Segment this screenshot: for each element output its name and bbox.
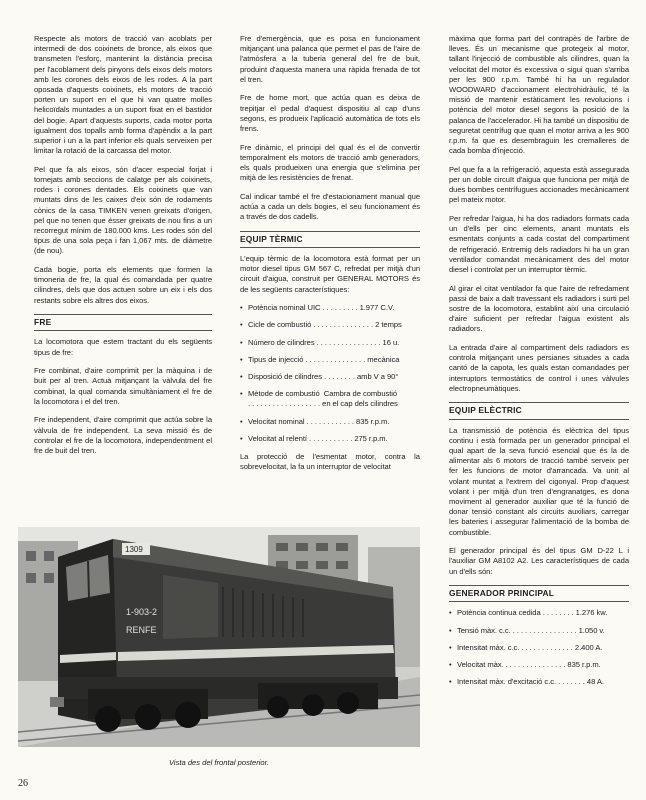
locomotive-illustration bbox=[18, 527, 420, 747]
paragraph: Per refredar l'aigua, hi ha dos radiadors formats cada un d'ells per cinc elements, anant muntats els esmentats conjunts a cada costat del compartiment de refrigeració. Entremig dels radiadors hi ha un gran ventilador comandat mecànicament des del motor diesel i controlat per un interruptor tèrmic. bbox=[449, 214, 629, 275]
paragraph: Fre dinàmic, el principi del qual és el de convertir temporalment els motors de tracció amb generadors, els quals produeixen una energia que s'elimina per mitjà de les resistències de frenat. bbox=[240, 142, 420, 183]
column-3 bbox=[449, 34, 629, 696]
column-2 bbox=[240, 34, 420, 481]
section-heading-equip-electric: EQUIP ELÈCTRIC bbox=[449, 402, 629, 419]
spec-item: • Potència continua cedida . . . . . . . . 1.276 kw. bbox=[449, 608, 629, 618]
column-1 bbox=[34, 34, 212, 465]
paragraph: Al girar el citat ventilador fa que l'aire de refredament passi de baix a dalt travessant els radiadors i surti pel sostre de la locomotora, establint així una circulació d'aire suficient per refredar l'aigua existent als radiadors. bbox=[449, 283, 629, 334]
paragraph: Respecte als motors de tracció van acoblats per intermedi de dos coixinets de bronce, als eixos que transmeten l'esforç, mantenint la distància precisa per l'acoblament dels pinyons dels eixos dels motors amb les corones dels eixos de les rodes. A la part oposada d'aquests coixinets, els motors de tracció porten un suport en el que hi van quatre molles helicoïdals muntades a un suport fixat en el bastidor del bogie. Apart d'aquests suports, cada motor porta igualment dos topalls amb forma d'apèndix a la part superior i un a la part inferior els quals serveixen per limitar la rotació de la carcassa del motor. bbox=[34, 34, 212, 156]
paragraph: La protecció de l'esmentat motor, contra la sobrevelocitat, la fa un interruptor de velocitat bbox=[240, 452, 420, 472]
paragraph: Cada bogie, porta els elements que formen la timoneria de fre, la qual és comandada per quatre cilindres, dels que dos actuen sobre un eix i els dos restants sobre els altres dos eixos. bbox=[34, 265, 212, 305]
spec-item: • Tipus de injecció . . . . . . . . . . . . . . . mecànica bbox=[240, 355, 420, 365]
spec-item: • Disposició de cilindres . . . . . . . . amb V a 90° bbox=[240, 372, 420, 382]
spec-item: • Número de cilindres . . . . . . . . . . . . . . . . 16 u. bbox=[240, 338, 420, 348]
spec-item: • Velocitat màx. . . . . . . . . . . . . . . . 835 r.p.m. bbox=[449, 660, 629, 670]
paragraph: La entrada d'aire al compartiment dels radiadors es controla mitjançant unes persianes situades a cada cantó de la capota, les quals estan comandades per interruptors termostàtics de control i unes vàlvules electropneumàtiques. bbox=[449, 343, 629, 393]
spec-item: • Intensitat màx. d'excitació c.c. . . . . . . . 48 A. bbox=[449, 677, 629, 687]
paragraph: Fre independent, d'aire comprimit que actúa sobre la vàlvula de fre independent. La seva missió és de controlar el fre de la locomotora, independentment el fre de buit del tren. bbox=[34, 415, 212, 456]
photo-caption: Vista des del frontal posterior. bbox=[168, 758, 270, 767]
paragraph: Pel que fa als eixos, són d'acer especial forjat i tornejats amb seccions de calatge per als coixinets, rodes i corones dentades. Els coixinets que van muntats dins de les caixes d'eix són de rodaments cònics de la casa TIMKEN venen greixats d'origen, pel que no tenen que ésser greixats de nou fins a un recorregut mínim de 180.000 kms. Les rodes són del tipus de una sola peça i fan 1,067 mts. de diàmetre (de nou). bbox=[34, 164, 212, 256]
paragraph: Fre de home mort, que actúa quan es deixa de trepitjar el pedal d'aquest dispositiu al cap d'uns segons, es produeix l'aplicació automàtica de tots els frens. bbox=[240, 93, 420, 134]
locomotive-photo bbox=[18, 527, 420, 747]
spec-item: • Tensió màx. c.c. . . . . . . . . . . . . . . . . 1.050 v. bbox=[449, 626, 629, 636]
paragraph: màxima que forma part del contrapès de l'arbre de lleves. És un mecanisme que protegeix al motor, tallant l'injecció de combustible als cilindres, quan la velocitat del motor és excessiva o sigui quan s'arriba per les 900 r.p.m. També hi ha un regulador WOODWARD d'accionament electrohidràulic, té la missió de mantenir estàticament les revolucions i potència del motor diesel segons la posició de la palanca de l'accelerador. Hi ha també un dispositiu de seguretat centrífug que quan el motor arriva a les 900 r.p.m. fa que es desembraguin les cremalleres de cada bomba d'injecció. bbox=[449, 34, 629, 156]
spec-item: • Mètode de combustió Cambra de combustió . . . . . . . . . . . . . . . . . . en el cap dels cilindres bbox=[240, 389, 420, 409]
paragraph: L'equip tèrmic de la locomotora està format per un motor diesel tipus GM 567 C, refredat per mitjà d'un circuit d'aigua, construit per GENERAL MOTORS és de les següents característiques: bbox=[240, 254, 420, 294]
paragraph: Pel que fa a la refrigeració, aquesta està assegurada per un doble circuït d'aigua que funciona per mitjà de dues bombes centrífugues accionades mecànicament pel mateix motor. bbox=[449, 164, 629, 205]
paragraph: La transmissió de potència és elèctrica del tipus continu i està formada per un generador principal el qual apart de la seva funció esencial que és la de alimentar als 6 motors de tracció també serveix per fer les funcions de motor d'arrancada. Va unit al volant muntat a l'extrem del cigonyal. Prop d'aquest volant i per mitjà d'un tren d'engranatges, es dona moviment al generador auxiliar que té la funció de donar tensió constant als circuits auxiliars, carregar les bateries i assegurar l'alimentació de la bomba de combustible. bbox=[449, 425, 629, 537]
spec-item: • Velocitat al relentí . . . . . . . . . . . 275 r.p.m. bbox=[240, 434, 420, 444]
spec-item: • Velocitat nominal . . . . . . . . . . . . 835 r.p.m. bbox=[240, 417, 420, 427]
generator-spec-list bbox=[449, 608, 629, 687]
cab-number: 1309 bbox=[125, 545, 143, 554]
paragraph: La locomotora que estem tractant du els següents tipus de fre: bbox=[34, 337, 212, 357]
renfe-logo: RENFE bbox=[126, 625, 157, 635]
section-heading-equip-termic: EQUIP TÈRMIC bbox=[240, 231, 420, 248]
page-number: 26 bbox=[18, 778, 28, 789]
spec-item: • Intensitat màx. c.c. . . . . . . . . . . . . . 2.400 A. bbox=[449, 643, 629, 653]
side-number: 1-903-2 bbox=[126, 607, 158, 617]
spec-item: • Cicle de combustió . . . . . . . . . . . . . . . 2 temps bbox=[240, 320, 420, 330]
spec-item: • Potència nominal UIC . . . . . . . . . 1.977 C.V. bbox=[240, 303, 420, 313]
section-heading-generador: GENERADOR PRINCIPAL bbox=[449, 585, 629, 602]
paragraph: Cal indicar també el fre d'estacionament manual que actúa a cada un dels bogies, el seu funcionament és a través de dos cadells. bbox=[240, 191, 420, 222]
paragraph: Fre d'emergència, que es posa en funcionament mitjançant una palanca que permet el pas de l'aire de l'atmòsfera a la tuberia general del fre de buit, produint d'aquesta manera una ràpida frenada de tot el tren. bbox=[240, 34, 420, 84]
section-heading-fre: FRE bbox=[34, 314, 212, 331]
paragraph: Fre combinat, d'aire comprimit per la màquina i de buit per al tren. Actuà mitjançant la vàlvula del fre combinat, la qual comanda simultàniament el fre de la locomotora i el del tren. bbox=[34, 366, 212, 406]
engine-spec-list bbox=[240, 303, 420, 444]
paragraph: El generador principal és del tipus GM D-22 L i l'auxiliar GM A8102 A2. Les característiques de cada un d'ells són: bbox=[449, 546, 629, 576]
